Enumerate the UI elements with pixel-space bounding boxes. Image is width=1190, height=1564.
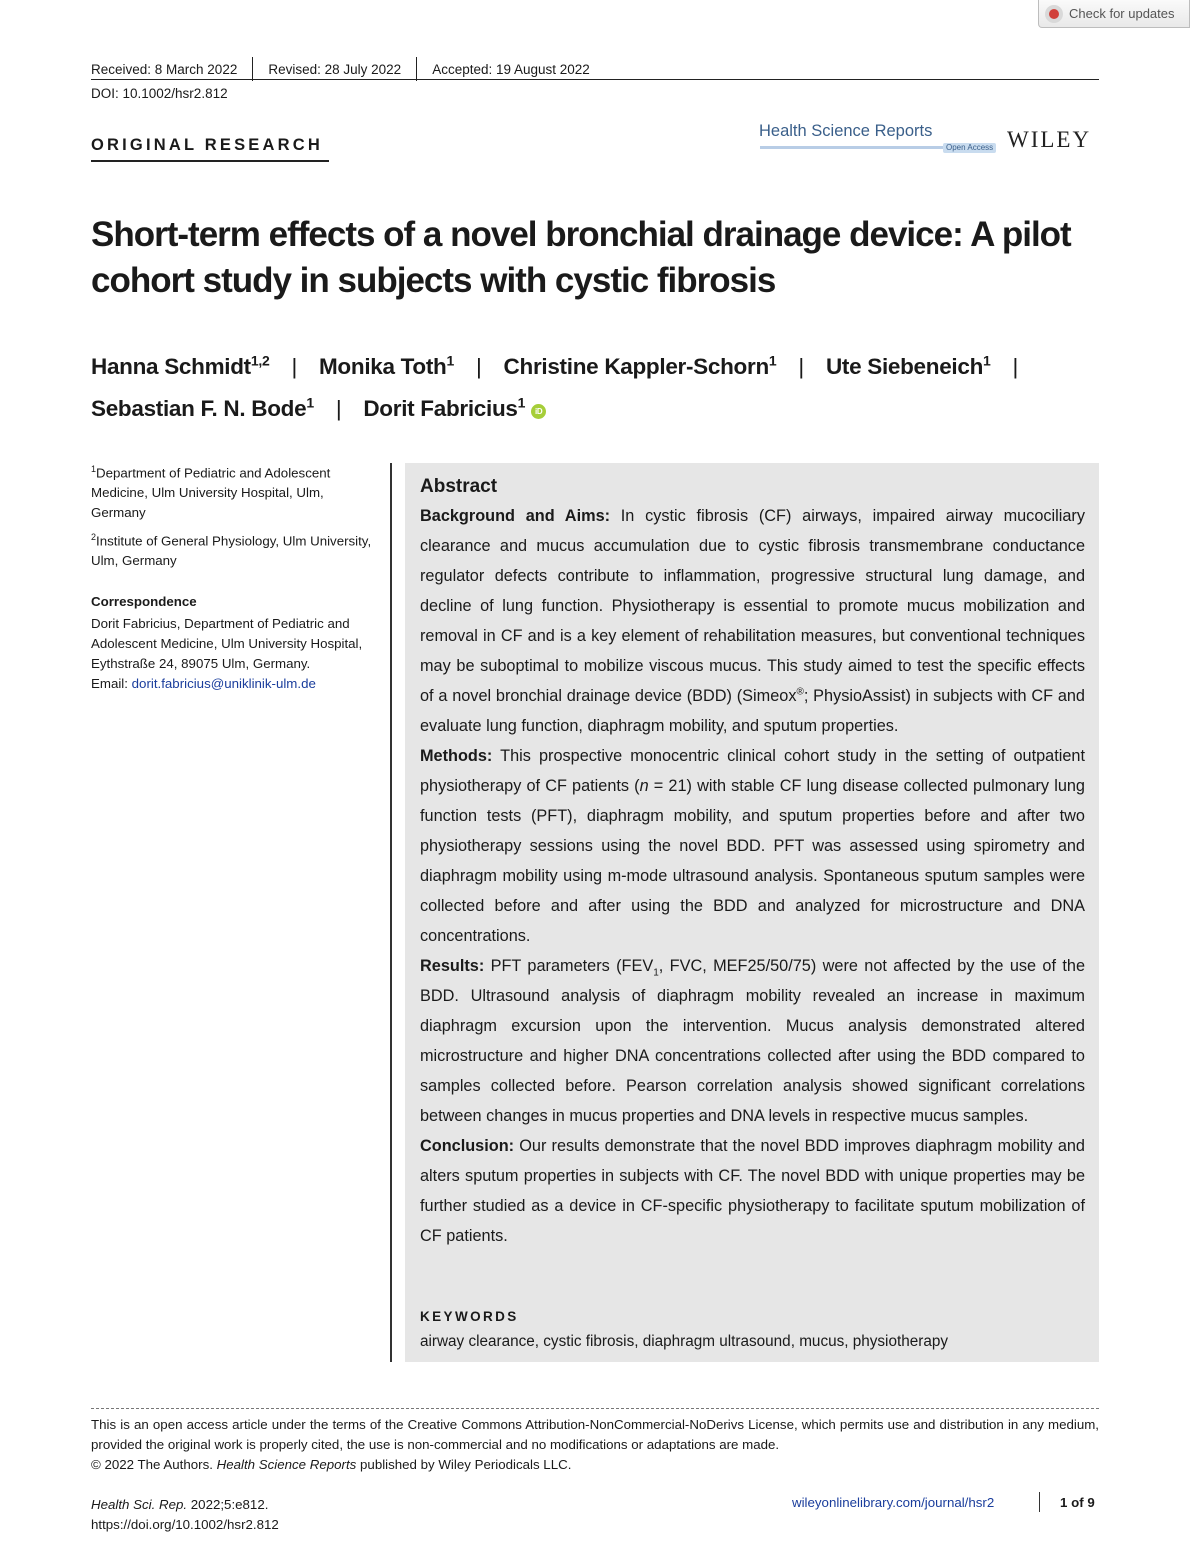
section-rule — [91, 160, 329, 162]
registered-mark: ® — [796, 686, 804, 698]
email-link[interactable]: dorit.fabricius@uniklinik-ulm.de — [131, 676, 316, 691]
journal-site-link[interactable]: wileyonlinelibrary.com/journal/hsr2 — [792, 1495, 995, 1510]
author-affiliation-number: 1 — [446, 352, 454, 368]
author-name: Christine Kappler-Schorn — [503, 353, 769, 379]
abstract-conclusion — [420, 1131, 1085, 1251]
history-divider — [252, 57, 253, 81]
author-separator: | — [476, 353, 482, 379]
journal-underline — [760, 146, 944, 149]
background-text: In cystic fibrosis (CF) airways, impaired airway mucociliary clearance and mucus accumulation due to cystic fibrosis transmembrane conductance regulator defects contribute to inflammation, progressive structural lung damage, and decline of lung function. Physiotherapy is essential to promote mucus mobilization and removal in CF and is a key element of rehabilitation measures, but conventional techniques may be suboptimal to mobilize viscous mucus. This study aimed to test the specific effects of a novel bronchial drainage device (BDD) (Simeox — [420, 507, 1085, 705]
affiliation-number: 2 — [91, 532, 97, 542]
author-affiliation-number: 1 — [306, 394, 314, 411]
author-name: Sebastian F. N. Bode — [91, 396, 307, 421]
footer-doi-link[interactable]: https://doi.org/10.1002/hsr2.812 — [91, 1517, 279, 1532]
affiliation-text: Institute of General Physiology, Ulm University, Ulm, Germany — [91, 533, 372, 569]
conclusion-text: Our results demonstrate that the novel BDD improves diaphragm mobility and alters sputum properties in subjects with CF. The novel BDD with unique properties may be further studied as a device in CF-specific physiotherapy to facilitate sputum mobilization of CF patients. — [420, 1137, 1085, 1245]
affiliation-2 — [91, 527, 381, 571]
abstract-results — [420, 951, 1085, 1131]
doi[interactable]: DOI: 10.1002/hsr2.812 — [91, 86, 228, 101]
background-label: Background and Aims: — [420, 507, 611, 525]
journal-name[interactable]: Health Science Reports — [759, 122, 933, 140]
conclusion-label: Conclusion: — [420, 1137, 515, 1155]
methods-text: This prospective monocentric clinical cohort study in the setting of outpatient physiotherapy of CF patients ( — [420, 747, 1085, 795]
author-name: Ute Siebeneich — [825, 353, 984, 379]
section-label: ORIGINAL RESEARCH — [91, 136, 323, 154]
abstract-background — [420, 501, 1085, 741]
copyright-line — [91, 1455, 1099, 1475]
author-separator: | — [335, 396, 342, 421]
author-separator: | — [291, 353, 297, 379]
email-label: Email: — [91, 676, 128, 691]
abstract-left-rule — [390, 463, 392, 1362]
copyright-text-cont: published by Wiley Periodicals LLC. — [356, 1457, 572, 1472]
author-name: Dorit Fabricius — [363, 396, 518, 421]
correspondence — [91, 592, 381, 694]
affiliation-text: Department of Pediatric and Adolescent Medicine, Ulm University Hospital, Ulm, Germany — [91, 465, 331, 521]
author-list — [91, 342, 1101, 427]
author-name: Monika Toth — [318, 353, 447, 379]
abstract-methods — [420, 741, 1085, 951]
publisher-logo[interactable]: WILEY — [1007, 127, 1092, 152]
orcid-icon[interactable]: iD — [531, 404, 546, 419]
copyright-journal: Health Science Reports — [216, 1457, 357, 1472]
author-name: Hanna Schmidt — [91, 353, 251, 379]
header-rule — [91, 79, 1099, 80]
author-affiliation-number: 1 — [768, 352, 777, 368]
results-label: Results: — [420, 957, 485, 975]
author-separator: | — [798, 353, 804, 379]
fev-subscript: 1 — [653, 967, 659, 979]
history-divider — [416, 57, 417, 81]
footer-divider — [1039, 1492, 1040, 1512]
author[interactable] — [319, 354, 454, 379]
citation-line — [91, 1495, 279, 1515]
revised-date: Revised: 28 July 2022 — [268, 61, 402, 77]
page-number: 1 of 9 — [1060, 1495, 1095, 1510]
update-icon — [1045, 5, 1063, 23]
article-title: Short-term effects of a novel bronchial drainage device: A pilot cohort study in subjects with cystic fibrosis — [91, 215, 1071, 300]
author-affiliation-number: 1 — [517, 394, 526, 411]
author[interactable] — [91, 354, 269, 379]
keywords-heading: KEYWORDS — [420, 1309, 519, 1324]
author-affiliation-number: 1,2 — [250, 352, 270, 368]
affiliation-1 — [91, 459, 381, 523]
citation-volume: 2022;5:e812. — [187, 1497, 269, 1512]
footer-citation — [91, 1495, 279, 1535]
author[interactable] — [826, 354, 991, 379]
abstract — [420, 474, 1085, 1251]
affiliation-number: 1 — [91, 464, 97, 474]
results-text: PFT parameters (FEV — [484, 957, 654, 975]
abstract-heading: Abstract — [420, 476, 498, 497]
correspondence-label: Correspondence — [91, 594, 197, 609]
author-separator: | — [1012, 353, 1019, 379]
results-text-cont: , FVC, MEF25/50/75) were not affected by the use of the BDD. Ultrasound analysis of diaphragm mobility revealed an increase in maximum diaphragm excursion upon the intervention. Mucus analysis demonstrated altered microstructure and higher DNA concentrations collected after using the BDD compared to samples collected before. Pearson correlation analysis showed significant correlations between changes in mucus properties and DNA levels in respective mucus samples. — [420, 957, 1085, 1125]
author[interactable] — [91, 396, 314, 421]
check-for-updates-button[interactable] — [1038, 0, 1190, 28]
received-date: Received: 8 March 2022 — [91, 61, 238, 77]
methods-text-cont: = 21) with stable CF lung disease collected pulmonary lung function tests (PFT), diaphragm mobility, and sputum properties before and after two physiotherapy sessions using the novel BDD. PFT was assessed using spirometry and diaphragm mobility using m-mode ultrasound analysis. Spontaneous sputum samples were collected before and after using the BDD and analyzed for microstructure and DNA concentrations. — [420, 777, 1085, 945]
correspondence-text: Dorit Fabricius, Department of Pediatric and Adolescent Medicine, Ulm University Hospital, Eythstraße 24, 89075 Ulm, Germany. — [91, 616, 363, 671]
check-for-updates-label: Check for updates — [1069, 6, 1175, 21]
author[interactable] — [504, 354, 777, 379]
author-affiliation-number: 1 — [983, 352, 991, 368]
license-divider — [91, 1408, 1099, 1409]
copyright-text: © 2022 The Authors. — [91, 1457, 217, 1472]
license-block — [91, 1415, 1099, 1475]
methods-label: Methods: — [420, 747, 493, 765]
article-history — [91, 57, 590, 81]
license-text: This is an open access article under the terms of the Creative Commons Attribution-NonCommercial-NoDerivs License, which permits use and distribution in any medium, provided the original work is properly cited, the use is non-commercial and no modifications or adaptations are made. — [91, 1417, 1099, 1452]
sample-size-symbol: n — [639, 777, 649, 795]
accepted-date: Accepted: 19 August 2022 — [432, 61, 590, 77]
citation-journal: Health Sci. Rep. — [91, 1497, 188, 1512]
open-access-badge: Open Access — [943, 143, 996, 153]
keywords-list: airway clearance, cystic fibrosis, diaphragm ultrasound, mucus, physiotherapy — [420, 1333, 948, 1350]
author[interactable] — [363, 396, 525, 421]
background-text-cont: ; PhysioAssist) in subjects with CF and evaluate lung function, diaphragm mobility, and sputum properties. — [420, 687, 1085, 735]
